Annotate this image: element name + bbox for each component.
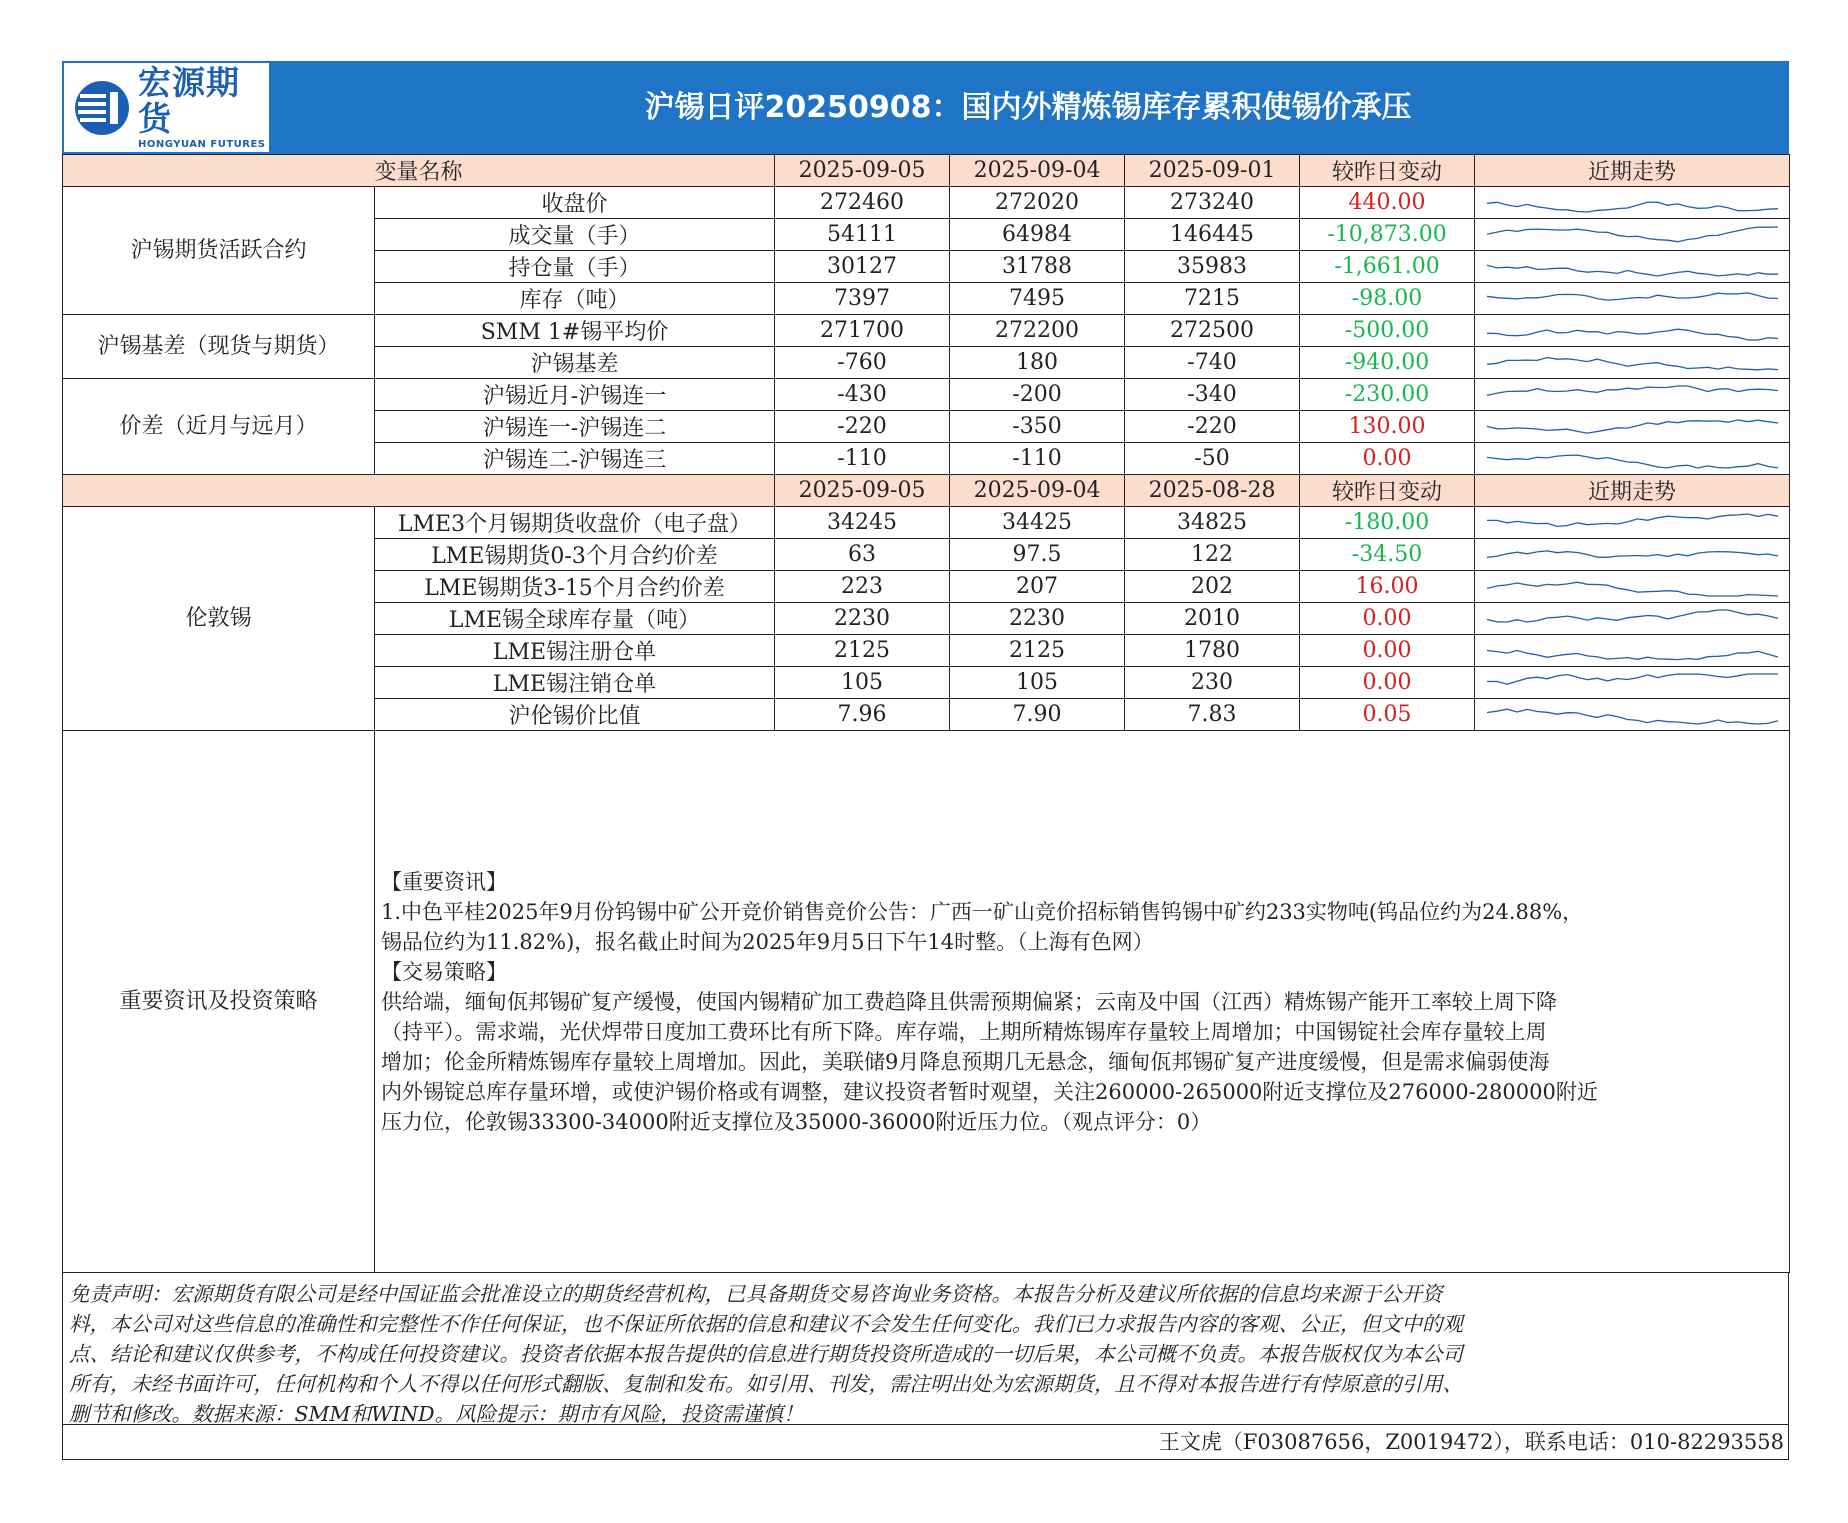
news-line: 增加；伦金所精炼锡库存量较上周增加。因此，美联储9月降息预期几无悬念，缅甸佤邦锡矿复产进度缓慢，但是需求偏弱使海 <box>381 1049 1550 1074</box>
value-cell: -350 <box>950 411 1125 443</box>
value-cell: 272020 <box>950 187 1125 219</box>
row-label: 沪锡连二-沪锡连三 <box>375 443 775 475</box>
value-cell: 7215 <box>1125 283 1300 315</box>
value-cell: 2230 <box>950 603 1125 635</box>
value-cell: 7.96 <box>775 699 950 731</box>
report-sheet <box>62 61 1789 1460</box>
value-cell: -200 <box>950 379 1125 411</box>
value-cell: 180 <box>950 347 1125 379</box>
row-label: 库存（吨） <box>375 283 775 315</box>
value-cell: -110 <box>950 443 1125 475</box>
sparkline-cell <box>1475 251 1790 283</box>
value-cell: 105 <box>775 667 950 699</box>
value-cell: 2125 <box>950 635 1125 667</box>
table-row <box>63 507 1790 539</box>
news-line: 供给端，缅甸佤邦锡矿复产缓慢，使国内锡精矿加工费趋降且供需预期偏紧；云南及中国（江西）精炼锡产能开工率较上周下降 <box>381 989 1557 1014</box>
change-cell: -34.50 <box>1300 539 1475 571</box>
row-label: 沪锡近月-沪锡连一 <box>375 379 775 411</box>
sparkline-cell <box>1475 379 1790 411</box>
sparkline-chart <box>1475 316 1790 346</box>
value-cell: 105 <box>950 667 1125 699</box>
news-section-label: 重要资讯及投资策略 <box>63 731 375 1273</box>
news-line: （持平）。需求端，光伏焊带日度加工费环比有所下降。库存端，上期所精炼锡库存量较上周增加；中国锡锭社会库存量较上周 <box>381 1019 1547 1044</box>
analyst-contact: 王文虎（F03087656，Z0019472），联系电话：010-82293558 <box>62 1425 1789 1460</box>
sparkline-line <box>1487 674 1778 684</box>
sparkline-cell <box>1475 315 1790 347</box>
sparkline-cell <box>1475 411 1790 443</box>
group-name: 沪锡期货活跃合约 <box>63 187 375 315</box>
sparkline-line <box>1487 329 1778 340</box>
value-cell: 35983 <box>1125 251 1300 283</box>
sparkline-chart <box>1475 540 1790 570</box>
value-cell: 1780 <box>1125 635 1300 667</box>
header-blank <box>63 475 775 507</box>
report-title: 沪锡日评20250908：国内外精炼锡库存累积使锡价承压 <box>644 90 1412 125</box>
sparkline-chart <box>1475 220 1790 250</box>
change-cell: 16.00 <box>1300 571 1475 603</box>
news-line: 1.中色平桂2025年9月份钨锡中矿公开竞价销售竞价公告：广西一矿山竞价招标销售钨锡中矿约233实物吨(钨品位约为24.88%， <box>381 899 1584 924</box>
sparkline-line <box>1487 386 1778 395</box>
sparkline-chart <box>1475 284 1790 314</box>
value-cell: 146445 <box>1125 219 1300 251</box>
value-cell: 64984 <box>950 219 1125 251</box>
sparkline-chart <box>1475 604 1790 634</box>
header-col-1: 2025-09-05 <box>775 475 950 507</box>
header-col-2: 2025-09-04 <box>950 475 1125 507</box>
value-cell: 31788 <box>950 251 1125 283</box>
news-line: 锡品位约为11.82%)，报名截止时间为2025年9月5日下午14时整。（上海有色网） <box>381 929 1154 954</box>
value-cell: 207 <box>950 571 1125 603</box>
change-cell: 0.00 <box>1300 635 1475 667</box>
value-cell: 7.90 <box>950 699 1125 731</box>
sparkline-cell <box>1475 635 1790 667</box>
disclaimer-line: 料，本公司对这些信息的准确性和完整性不作任何保证，也不保证所依据的信息和建议不会发生任何变化。我们已力求报告内容的客观、公正，但文中的观 <box>69 1312 1463 1336</box>
change-cell: -98.00 <box>1300 283 1475 315</box>
change-cell: -10,873.00 <box>1300 219 1475 251</box>
value-cell: -340 <box>1125 379 1300 411</box>
value-cell: 2010 <box>1125 603 1300 635</box>
value-cell: -110 <box>775 443 950 475</box>
sparkline-cell <box>1475 507 1790 539</box>
sparkline-cell <box>1475 347 1790 379</box>
value-cell: 34425 <box>950 507 1125 539</box>
news-line: 【交易策略】 <box>381 959 507 984</box>
sparkline-chart <box>1475 636 1790 666</box>
data-table <box>62 154 1790 1273</box>
news-line: 内外锡锭总库存量环增，或使沪锡价格或有调整，建议投资者暂时观望，关注260000-265000附近支撑位及276000-280000附近 <box>381 1079 1598 1104</box>
row-label: 成交量（手） <box>375 219 775 251</box>
news-row <box>63 731 1790 1273</box>
value-cell: 63 <box>775 539 950 571</box>
sparkline-chart <box>1475 380 1790 410</box>
value-cell: 272200 <box>950 315 1125 347</box>
row-label: 收盘价 <box>375 187 775 219</box>
value-cell: 272460 <box>775 187 950 219</box>
table-row <box>63 315 1790 347</box>
value-cell: 223 <box>775 571 950 603</box>
sparkline-line <box>1487 582 1778 596</box>
sparkline-line <box>1487 357 1778 369</box>
value-cell: 34245 <box>775 507 950 539</box>
value-cell: 202 <box>1125 571 1300 603</box>
sparkline-chart <box>1475 444 1790 474</box>
table-row <box>63 379 1790 411</box>
table-header-row <box>63 475 1790 507</box>
sparkline-line <box>1487 292 1778 299</box>
value-cell: 30127 <box>775 251 950 283</box>
sparkline-chart <box>1475 700 1790 730</box>
header-col-3: 2025-09-01 <box>1125 155 1300 187</box>
sparkline-chart <box>1475 348 1790 378</box>
sparkline-chart <box>1475 572 1790 602</box>
value-cell: 54111 <box>775 219 950 251</box>
sparkline-chart <box>1475 252 1790 282</box>
sparkline-line <box>1487 610 1778 622</box>
logo-mark-icon <box>74 80 130 136</box>
change-cell: 440.00 <box>1300 187 1475 219</box>
change-cell: -1,661.00 <box>1300 251 1475 283</box>
table-row <box>63 187 1790 219</box>
change-cell: 0.00 <box>1300 443 1475 475</box>
value-cell: -50 <box>1125 443 1300 475</box>
row-label: LME锡注销仓单 <box>375 667 775 699</box>
header-col-5: 近期走势 <box>1475 155 1790 187</box>
header-col-3: 2025-08-28 <box>1125 475 1300 507</box>
change-cell: -180.00 <box>1300 507 1475 539</box>
sparkline-cell <box>1475 571 1790 603</box>
sparkline-line <box>1487 550 1778 557</box>
value-cell: 271700 <box>775 315 950 347</box>
sparkline-line <box>1487 265 1778 276</box>
news-line: 【重要资讯】 <box>381 869 507 894</box>
row-label: 持仓量（手） <box>375 251 775 283</box>
company-logo <box>64 63 269 152</box>
report-header <box>62 61 1789 154</box>
row-label: LME3个月锡期货收盘价（电子盘） <box>375 507 775 539</box>
value-cell: 230 <box>1125 667 1300 699</box>
value-cell: 273240 <box>1125 187 1300 219</box>
value-cell: 7.83 <box>1125 699 1300 731</box>
value-cell: -220 <box>1125 411 1300 443</box>
change-cell: 0.00 <box>1300 603 1475 635</box>
sparkline-line <box>1487 202 1778 212</box>
header-col-5: 近期走势 <box>1475 475 1790 507</box>
row-label: 沪锡基差 <box>375 347 775 379</box>
row-label: LME锡期货3-15个月合约价差 <box>375 571 775 603</box>
group-name: 伦敦锡 <box>63 507 375 731</box>
row-label: LME锡注册仓单 <box>375 635 775 667</box>
row-label: 沪锡连一-沪锡连二 <box>375 411 775 443</box>
disclaimer <box>62 1273 1789 1425</box>
sparkline-cell <box>1475 187 1790 219</box>
group-name: 价差（近月与远月） <box>63 379 375 475</box>
sparkline-line <box>1487 650 1778 659</box>
value-cell: -220 <box>775 411 950 443</box>
change-cell: 0.00 <box>1300 667 1475 699</box>
value-cell: 2125 <box>775 635 950 667</box>
value-cell: 34825 <box>1125 507 1300 539</box>
row-label: 沪伦锡价比值 <box>375 699 775 731</box>
logo-english-name: HONGYUAN FUTURES <box>138 139 266 150</box>
value-cell: 7495 <box>950 283 1125 315</box>
value-cell: 2230 <box>775 603 950 635</box>
value-cell: -740 <box>1125 347 1300 379</box>
sparkline-line <box>1487 709 1778 724</box>
sparkline-cell <box>1475 539 1790 571</box>
disclaimer-line: 所有，未经书面许可，任何机构和个人不得以任何形式翻版、复制和发布。如引用、刊发，需注明出处为宏源期货，且不得对本报告进行有悖原意的引用、 <box>69 1372 1463 1396</box>
change-cell: 130.00 <box>1300 411 1475 443</box>
value-cell: -430 <box>775 379 950 411</box>
disclaimer-line: 删节和修改。数据来源：SMM和WIND。风险提示：期市有风险，投资需谨慎！ <box>69 1402 804 1426</box>
sparkline-line <box>1487 419 1778 432</box>
sparkline-cell <box>1475 443 1790 475</box>
value-cell: -760 <box>775 347 950 379</box>
sparkline-line <box>1487 455 1778 468</box>
value-cell: 97.5 <box>950 539 1125 571</box>
header-variable-name: 变量名称 <box>63 155 775 187</box>
sparkline-line <box>1487 514 1778 526</box>
disclaimer-line: 点、结论和建议仅供参考，不构成任何投资建议。投资者依据本报告提供的信息进行期货投资所造成的一切后果，本公司概不负责。本报告版权仅为本公司 <box>69 1342 1463 1366</box>
change-cell: 0.05 <box>1300 699 1475 731</box>
news-line: 压力位，伦敦锡33300-34000附近支撑位及35000-36000附近压力位。（观点评分：0） <box>381 1109 1212 1134</box>
group-name: 沪锡基差（现货与期货） <box>63 315 375 379</box>
disclaimer-line: 免责声明：宏源期货有限公司是经中国证监会批准设立的期货经营机构，已具备期货交易咨询业务资格。本报告分析及建议所依据的信息均来源于公开资 <box>69 1282 1443 1306</box>
sparkline-cell <box>1475 667 1790 699</box>
sparkline-chart <box>1475 188 1790 218</box>
table-header-row <box>63 155 1790 187</box>
news-content <box>375 731 1790 1273</box>
sparkline-chart <box>1475 508 1790 538</box>
sparkline-cell <box>1475 219 1790 251</box>
value-cell: 272500 <box>1125 315 1300 347</box>
sparkline-cell <box>1475 283 1790 315</box>
row-label: SMM 1#锡平均价 <box>375 315 775 347</box>
change-cell: -500.00 <box>1300 315 1475 347</box>
sparkline-chart <box>1475 668 1790 698</box>
header-col-4: 较昨日变动 <box>1300 155 1475 187</box>
row-label: LME锡全球库存量（吨） <box>375 603 775 635</box>
sparkline-cell <box>1475 603 1790 635</box>
sparkline-line <box>1487 227 1778 242</box>
value-cell: 7397 <box>775 283 950 315</box>
value-cell: 122 <box>1125 539 1300 571</box>
header-col-2: 2025-09-04 <box>950 155 1125 187</box>
sparkline-chart <box>1475 412 1790 442</box>
sparkline-cell <box>1475 699 1790 731</box>
change-cell: -940.00 <box>1300 347 1475 379</box>
logo-chinese-name: 宏源期货 <box>138 63 240 138</box>
header-col-1: 2025-09-05 <box>775 155 950 187</box>
header-col-4: 较昨日变动 <box>1300 475 1475 507</box>
change-cell: -230.00 <box>1300 379 1475 411</box>
row-label: LME锡期货0-3个月合约价差 <box>375 539 775 571</box>
